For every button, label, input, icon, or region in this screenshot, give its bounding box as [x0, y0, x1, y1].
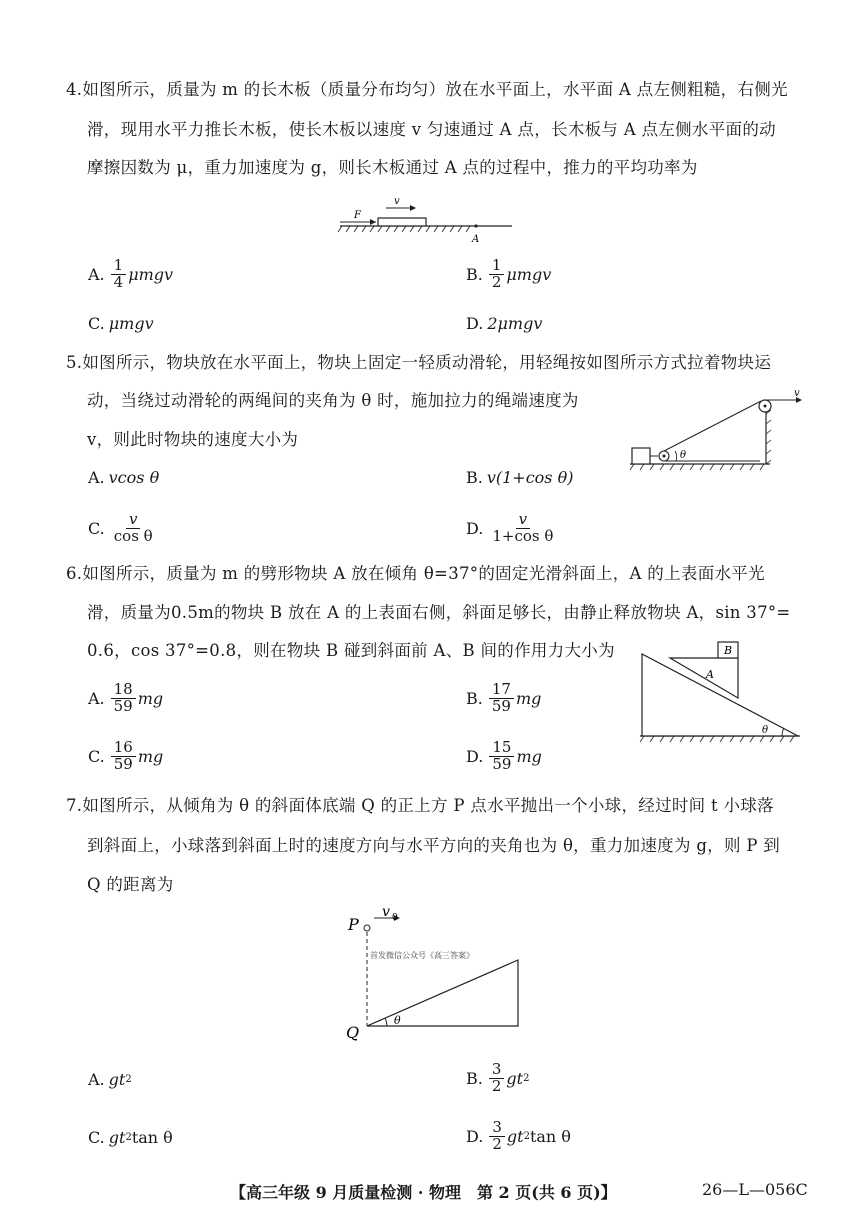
option-expression: 2μmgv — [487, 314, 543, 333]
q4-line-1: 4.如图所示，质量为 m 的长木板（质量分布均匀）放在水平面上，水平面 A 点左侧粗糙，右侧光 — [66, 80, 788, 99]
q6-figure — [632, 636, 804, 748]
option-exponent: 2 — [523, 1130, 530, 1142]
q7-velocity-label: v — [382, 904, 390, 920]
option-expression: vcos θ — [108, 468, 160, 487]
fraction-denominator: 59 — [113, 754, 133, 773]
fraction-denominator: 59 — [113, 696, 133, 715]
option-expression: gt — [108, 1128, 126, 1147]
q5-line-3: v，则此时物块的速度大小为 — [87, 430, 299, 449]
option-exponent: 2 — [125, 1132, 132, 1143]
option-label: A. — [88, 264, 105, 284]
q6-option-b[interactable] — [466, 682, 541, 715]
q5-figure — [624, 384, 808, 472]
option-label: B. — [466, 688, 483, 708]
exam-code: 26—L—056C — [702, 1180, 808, 1199]
fraction-denominator: 2 — [491, 1076, 502, 1095]
q4-option-b[interactable] — [466, 258, 551, 291]
q4-force-label: F — [354, 210, 361, 221]
q7-line-1: 7.如图所示，从倾角为 θ 的斜面体底端 Q 的正上方 P 点水平抛出一个小球，经过时间 t 小球落 — [66, 796, 774, 815]
page-footer: 【高三年级 9 月质量检测 · 物理 第 2 页(共 6 页)】 — [230, 1183, 617, 1202]
option-expression: mg — [516, 746, 542, 766]
option-label: C. — [88, 746, 105, 766]
option-expression: gt — [506, 1068, 524, 1088]
q6-block-b: B — [724, 644, 733, 657]
q7-line-3: Q 的距离为 — [87, 875, 174, 894]
q5-option-c[interactable] — [88, 512, 158, 545]
q4-figure — [336, 192, 516, 248]
q7-point-q: Q — [346, 1023, 360, 1042]
option-label: B. — [466, 468, 483, 487]
q4-option-d[interactable] — [466, 314, 542, 333]
fraction-numerator: v — [516, 512, 530, 529]
option-label: D. — [466, 518, 484, 538]
q7-angle-label: θ — [394, 1014, 401, 1027]
q5-option-d[interactable] — [466, 512, 558, 545]
option-exponent: 2 — [523, 1072, 530, 1084]
option-label: D. — [466, 314, 484, 333]
option-expression: mg — [137, 746, 164, 766]
option-expression: mg — [137, 688, 164, 708]
q4-line-3: 摩擦因数为 μ，重力加速度为 g，则长木板通过 A 点的过程中，推力的平均功率为 — [87, 158, 698, 177]
option-label: A. — [88, 468, 105, 487]
option-label: B. — [466, 1068, 483, 1088]
q5-angle-label: θ — [680, 450, 687, 461]
q5-option-b[interactable] — [466, 468, 573, 487]
q7-velocity-subscript: 0 — [392, 913, 398, 923]
q6-line-2: 滑，质量为0.5m的物块 B 放在 A 的上表面右侧，斜面足够长，由静止释放物块 A，sin 37°= — [87, 603, 791, 622]
option-expression: gt — [506, 1126, 524, 1146]
q4-line-2: 滑，现用水平力推长木板，使长木板以速度 v 匀速通过 A 点，长木板与 A 点左侧水平面的动 — [87, 120, 776, 139]
fraction-numerator: 3 — [489, 1120, 505, 1137]
fraction-numerator: v — [126, 512, 140, 529]
q7-line-2: 到斜面上，小球落到斜面上时的速度方向与水平方向的夹角也为 θ，重力加速度为 g，则 P 到 — [87, 836, 781, 855]
q5-line-1: 5.如图所示，物块放在水平面上，物块上固定一轻质动滑轮，用轻绳按如图所示方式拉着物块运 — [66, 353, 772, 372]
fraction-denominator: 1+cos θ — [492, 526, 554, 545]
option-label: C. — [88, 518, 105, 538]
fraction-denominator: 2 — [491, 272, 502, 291]
option-expression: μmgv — [128, 264, 174, 284]
q6-option-a[interactable] — [88, 682, 163, 715]
option-label: D. — [466, 1126, 484, 1146]
q6-block-a: A — [706, 668, 714, 681]
option-tail: tan θ — [529, 1126, 571, 1146]
q5-velocity-label: v — [794, 388, 800, 399]
option-label: A. — [88, 1070, 105, 1089]
fraction-denominator: 59 — [492, 754, 512, 773]
option-tail: tan θ — [131, 1128, 173, 1147]
fraction-denominator: cos θ — [113, 526, 153, 545]
q7-figure — [340, 904, 530, 1044]
q4-option-c[interactable] — [88, 314, 154, 333]
fraction-numerator: 17 — [489, 682, 514, 699]
option-expression: v(1+cos θ) — [486, 468, 574, 487]
fraction-numerator: 15 — [489, 740, 514, 757]
q6-line-3: 0.6，cos 37°=0.8，则在物块 B 碰到斜面前 A、B 间的作用力大小为 — [87, 641, 615, 660]
q6-option-d[interactable] — [466, 740, 542, 773]
q7-option-b[interactable] — [466, 1062, 529, 1095]
fraction-numerator: 16 — [111, 740, 136, 757]
fraction-numerator: 18 — [111, 682, 136, 699]
q4-point-a: A — [472, 234, 480, 245]
q4-option-a[interactable] — [88, 258, 173, 291]
q7-option-c[interactable] — [88, 1128, 173, 1147]
q5-option-a[interactable] — [88, 468, 159, 487]
q7-watermark: 首发微信公众号《高三答案》 — [370, 951, 474, 960]
option-label: C. — [88, 314, 105, 333]
q7-option-d[interactable] — [466, 1120, 571, 1153]
fraction-denominator: 4 — [113, 272, 124, 291]
option-expression: mg — [515, 688, 542, 708]
option-expression: μmgv — [506, 264, 552, 284]
option-label: D. — [466, 746, 484, 766]
q6-angle-label: θ — [762, 725, 769, 736]
option-label: B. — [466, 264, 483, 284]
q7-point-p: P — [348, 915, 359, 934]
fraction-denominator: 59 — [491, 696, 511, 715]
option-label: C. — [88, 1128, 105, 1147]
q4-velocity-label: v — [394, 196, 400, 207]
q6-option-c[interactable] — [88, 740, 163, 773]
q7-option-a[interactable] — [88, 1070, 132, 1089]
option-expression: μmgv — [108, 314, 154, 333]
q6-line-1: 6.如图所示，质量为 m 的劈形物块 A 放在倾角 θ=37°的固定光滑斜面上，A 的上表面水平光 — [66, 564, 765, 583]
fraction-numerator: 1 — [489, 258, 505, 275]
fraction-numerator: 3 — [489, 1062, 505, 1079]
option-expression: gt — [108, 1070, 126, 1089]
q5-line-2: 动，当绕过动滑轮的两绳间的夹角为 θ 时，施加拉力的绳端速度为 — [87, 391, 579, 410]
option-label: A. — [88, 688, 105, 708]
option-exponent: 2 — [125, 1074, 132, 1085]
fraction-denominator: 2 — [492, 1134, 502, 1153]
fraction-numerator: 1 — [111, 258, 127, 275]
